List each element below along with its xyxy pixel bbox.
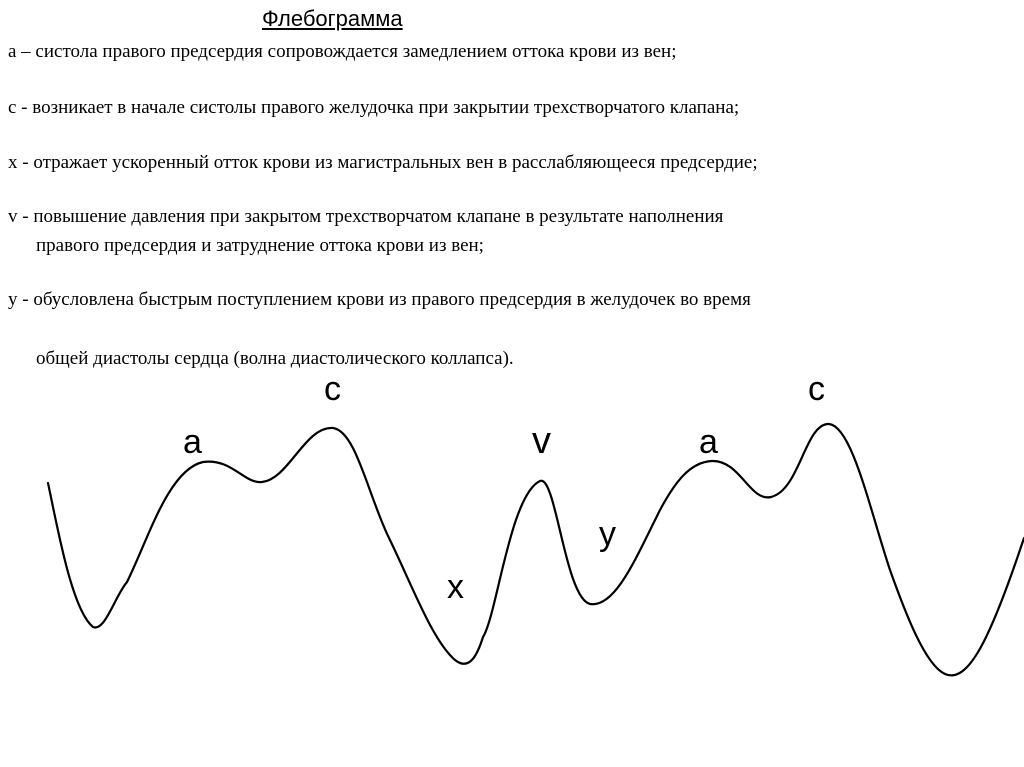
definition-c: с - возникает в начале систолы правого желудочка при закрытии трехстворчатого клапана; (8, 97, 740, 118)
definition-y-line1: у - обусловлена быстрым поступлением крови из правого предсердия в желудочек во время (8, 289, 751, 310)
wave-label-c-first: c (324, 370, 341, 408)
definition-y-line2: общей диастолы сердца (волна диастолического коллапса). (36, 348, 514, 369)
definition-v-line1: v - повышение давления при закрытом трехстворчатом клапане в результате наполнения (8, 206, 724, 227)
wave-label-v: v (532, 420, 551, 462)
wave-label-c-second: c (808, 370, 825, 408)
wave-label-a-first: a (183, 423, 202, 461)
slide-title: Флебограмма (262, 6, 403, 31)
definition-a: а – систола правого предсердия сопровождается замедлением оттока крови из вен; (8, 41, 677, 62)
wave-label-x: x (447, 568, 464, 606)
wave-label-a-second: a (699, 423, 718, 461)
definition-x: х - отражает ускоренный отток крови из магистральных вен в расслабляющееся предсердие; (8, 152, 758, 173)
definition-v-line2: правого предсердия и затруднение оттока крови из вен; (36, 235, 484, 256)
wave-label-y: y (599, 515, 616, 553)
